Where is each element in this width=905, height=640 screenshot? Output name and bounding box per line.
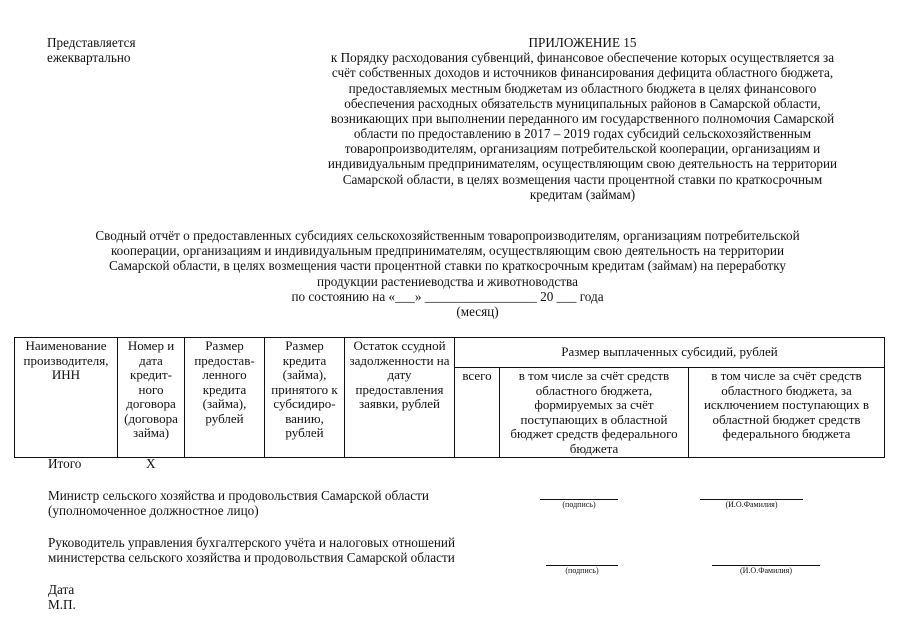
header-credit-accepted: Размер кредита (займа), принятого к субсидиро- ванию, рублей xyxy=(265,338,345,458)
appendix-line: к Порядку расходования субвенций, финансовое обеспечение которых осуществляется за xyxy=(330,50,835,66)
appendix-line: области по предоставлению в 2017 – 2019 годах субсидий сельскохозяйственным xyxy=(353,126,812,142)
signature-caption: (подпись) xyxy=(562,500,596,509)
note-line: Представляется xyxy=(47,35,136,50)
title-line: Сводный отчёт о предоставленных субсидиях сельскохозяйственным товаропроизводителям, организациям потребительской xyxy=(95,228,800,243)
header-subsidies-paid: Размер выплаченных субсидий, рублей xyxy=(455,338,885,368)
appendix-title: ПРИЛОЖЕНИЕ 15 xyxy=(528,35,637,50)
signatory-subtitle: министерства сельского хозяйства и продовольствия Самарской области xyxy=(48,550,455,566)
footer xyxy=(48,582,76,612)
total-label: Итого xyxy=(48,456,82,471)
signatory-title: Министр сельского хозяйства и продовольствия Самарской области xyxy=(48,488,429,503)
appendix-line: счёт собственных доходов и источников финансирования дефицита областного бюджета, xyxy=(331,65,834,81)
header-regional-share: в том числе за счёт средств областного бюджета, за исключением поступающих в областной бюджет средств федерального бюджета xyxy=(689,368,885,458)
appendix-line: возникающих при выполнении переданного им государственного полномочия Самарской xyxy=(330,110,835,126)
header-debt-balance: Остаток ссудной задолженности на дату предоставления заявки, рублей xyxy=(345,338,455,458)
report-date-line: по состоянию на «___» _________________ 20 ___ года xyxy=(291,288,604,304)
header-contract: Номер и дата кредит- ного договора (договора займа) xyxy=(118,338,185,458)
appendix-header xyxy=(296,35,869,202)
appendix-line: обеспечения расходных обязательств муниципальных районов в Самарской области, xyxy=(344,95,821,111)
header-producer: Наименование производителя, ИНН xyxy=(15,338,118,458)
signature-caption: (подпись) xyxy=(565,566,599,575)
name-caption: (И.О.Фамилия) xyxy=(739,566,793,575)
stamp-label: М.П. xyxy=(48,597,76,613)
head-signature-block xyxy=(48,535,518,565)
subsidy-table xyxy=(14,337,885,458)
appendix-line: предоставляемых местным бюджетам из областного бюджета в целях финансового xyxy=(348,80,817,96)
date-label: Дата xyxy=(48,582,75,597)
name-caption: (И.О.Фамилия) xyxy=(725,500,778,509)
note-line: ежеквартально xyxy=(47,50,131,66)
signatory-subtitle: (уполномоченное должностное лицо) xyxy=(48,503,259,519)
signatory-title: Руководитель управления бухгалтерского учёта и налоговых отношений xyxy=(48,535,456,550)
total-mark: Х xyxy=(146,456,156,471)
appendix-line: Самарской области, в целях возмещения части процентной ставки по краткосрочным xyxy=(342,171,823,187)
submission-note xyxy=(47,35,237,65)
header-federal-share: в том числе за счёт средств областного бюджета, формируемых за счёт поступающих в областной бюджет средств федерального бюджета xyxy=(500,368,689,458)
appendix-line: товаропроизводителям, организациям потребительской кооперации, организациям и xyxy=(344,141,821,157)
appendix-line: кредитам (займам) xyxy=(529,186,636,202)
title-line: продукции растениеводства и животноводства xyxy=(317,273,578,289)
title-line: Самарской области, в целях возмещения части процентной ставки по краткосрочным кредитам (займам) на переработку xyxy=(108,258,787,274)
appendix-line: индивидуальным предпринимателям, осуществляющим свою деятельность на территории xyxy=(327,156,838,172)
header-total: всего xyxy=(455,368,500,458)
month-caption: (месяц) xyxy=(456,303,499,319)
report-title xyxy=(45,228,850,319)
title-line: кооперации, организациям и индивидуальным предпринимателям, осуществляющим свою деятельность на территории xyxy=(110,243,785,259)
minister-signature-block xyxy=(48,488,518,518)
header-credit-amount: Размер предостав- ленного кредита (займа), рублей xyxy=(185,338,265,458)
